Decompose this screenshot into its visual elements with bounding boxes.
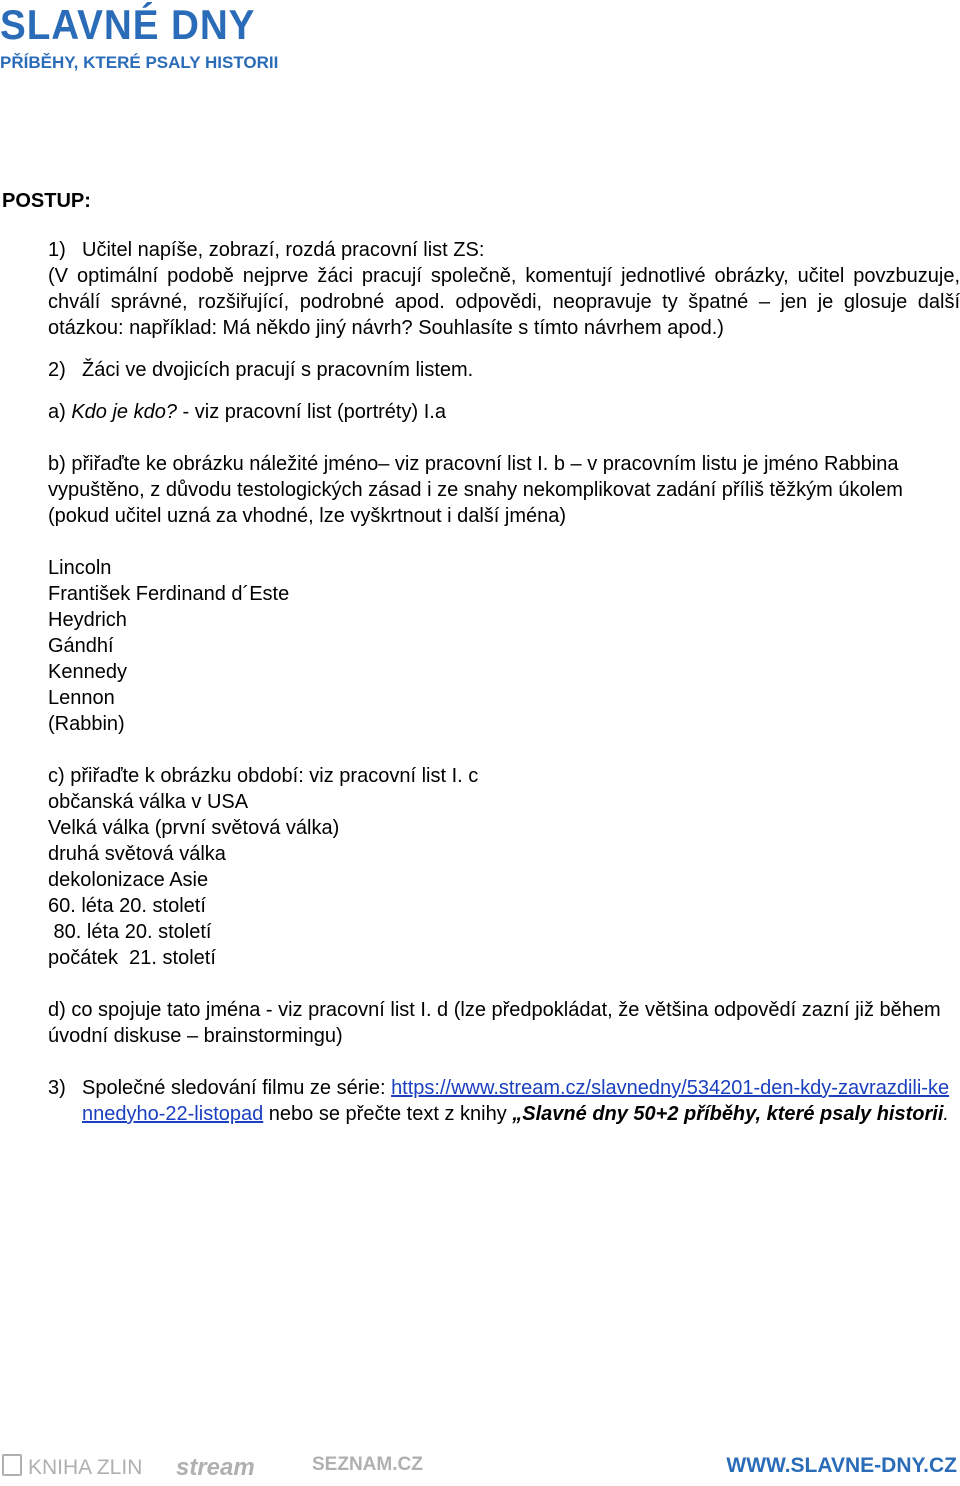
- document-body: [0, 237, 960, 1127]
- step-number: 2): [48, 359, 66, 381]
- step-3: [0, 1075, 960, 1127]
- list-item: Lennon: [48, 687, 115, 709]
- task-a-prefix: a): [48, 401, 72, 423]
- list-item: Heydrich: [48, 609, 127, 631]
- list-item: druhá světová válka: [48, 843, 226, 865]
- step-1: [0, 237, 960, 263]
- brand-title: SLAVNÉ DNY: [0, 1, 256, 48]
- list-item: Kennedy: [48, 661, 127, 683]
- task-c: c) přiřaďte k obrázku období: viz pracovní list I. c: [48, 765, 479, 787]
- brand-subtitle: PŘÍBĚHY, KTERÉ PSALY HISTORII: [0, 53, 279, 72]
- list-item: 80. léta 20. století: [48, 921, 212, 943]
- section-heading: POSTUP:: [2, 190, 91, 212]
- list-item: dekolonizace Asie: [48, 869, 209, 891]
- task-a-rest: - viz pracovní list (portréty) I.a: [176, 401, 446, 423]
- step-1-note: (V optimální podobě nejprve žáci pracují společně, komentují jednotlivé obrázky, učitel povzbuzuje, chválí správné, rozšiřující, podrobné apod. odpovědi, neopravuje ty špatné – jen je glosuje další otázkou: například: Má někdo jiný návrh? Souhlasíte s tímto návrhem apod.): [48, 265, 960, 339]
- list-item: Velká válka (první světová válka): [48, 817, 340, 839]
- logo-text: KNIHA ZLIN: [28, 1456, 143, 1479]
- seznam-logo: SEZNAM.CZ: [312, 1454, 423, 1475]
- list-item: Lincoln: [48, 557, 112, 579]
- list-item: Gándhí: [48, 635, 114, 657]
- step-3-text: [82, 1075, 960, 1127]
- task-a: [0, 399, 960, 425]
- step-text: Společné sledování filmu ze série:: [82, 1077, 392, 1099]
- list-item: František Ferdinand d´Este: [48, 583, 290, 605]
- book-icon: [2, 1454, 22, 1476]
- footer: [0, 1448, 960, 1484]
- step-text: Učitel napíše, zobrazí, rozdá pracovní list ZS:: [82, 239, 485, 261]
- step-text-after: nebo se přečte text z knihy: [263, 1103, 513, 1125]
- task-a-question: Kdo je kdo?: [71, 401, 177, 423]
- periods-list: [0, 789, 960, 971]
- book-title: „Slavné dny 50+2 příběhy, které psaly historii: [512, 1103, 944, 1125]
- list-item: (Rabbin): [48, 713, 125, 735]
- list-item: občanská válka v USA: [48, 791, 249, 813]
- brand-header: [0, 2, 278, 74]
- step-number: 3): [48, 1077, 66, 1099]
- step-number: 1): [48, 239, 66, 261]
- stream-logo: stream: [176, 1454, 255, 1481]
- step-text: Žáci ve dvojicích pracují s pracovním listem.: [82, 359, 474, 381]
- list-item: počátek 21. století: [48, 947, 216, 969]
- names-list: [0, 555, 960, 737]
- kniha-zlin-logo: [2, 1454, 142, 1480]
- website-url[interactable]: WWW.SLAVNE-DNY.CZ: [726, 1454, 957, 1477]
- list-item: 60. léta 20. století: [48, 895, 206, 917]
- task-d: d) co spojuje tato jména - viz pracovní list I. d (lze předpokládat, že většina odpovědí zazní již během úvodní diskuse – brainstormingu): [48, 999, 941, 1047]
- step-2: [0, 357, 960, 383]
- step-end: .: [943, 1103, 949, 1125]
- video-link[interactable]: https://www.stream.cz/slavnedny/534201-den-kdy-zavrazdili-kennedyho-22-listopad: [82, 1077, 950, 1125]
- task-b: b) přiřaďte ke obrázku náležité jméno– viz pracovní list I. b – v pracovním listu je jméno Rabbina vypuštěno, z důvodu testologických zásad i ze snahy nekomplikovat zadání příliš těžkým úkolem (pokud učitel uzná za vhodné, lze vyškrtnout i další jména): [48, 453, 903, 527]
